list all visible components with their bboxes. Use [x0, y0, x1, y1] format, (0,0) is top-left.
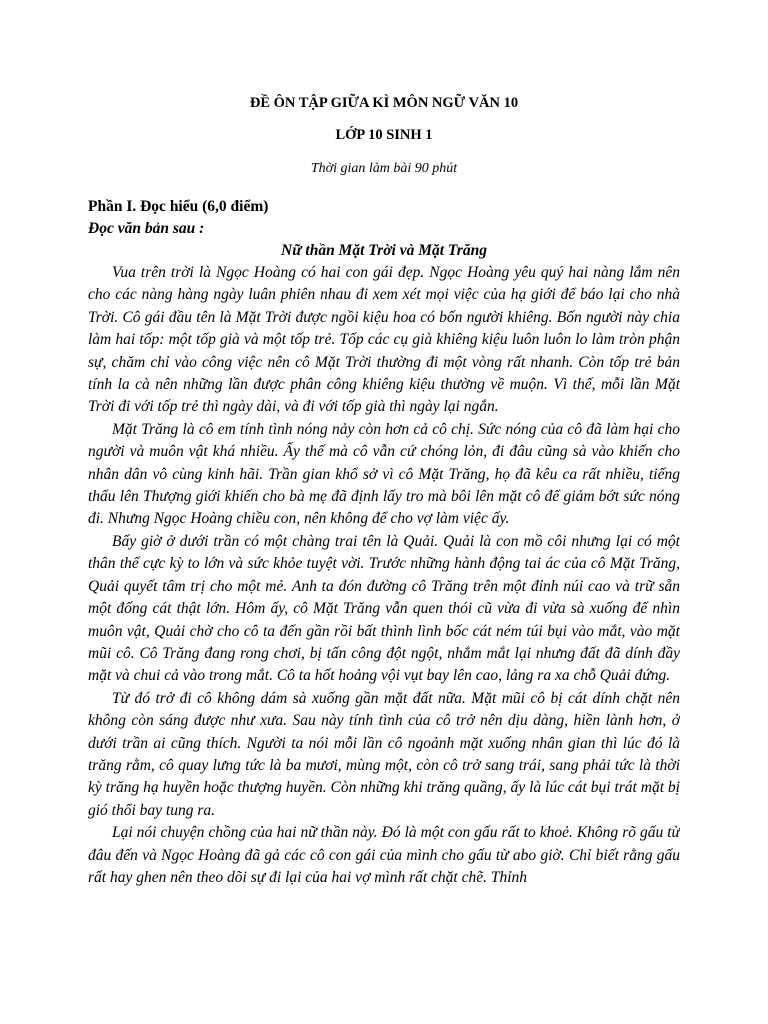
class-name: LỚP 10 SINH 1 [335, 127, 433, 143]
section-heading: Phần I. Đọc hiểu (6,0 điểm) [88, 198, 269, 215]
story-paragraph-3: Bấy giờ ở dưới trần có một chàng trai tên là Quải. Quải là con mồ côi nhưng lại có một thân thể cực kỳ to lớn và sức khỏe tuyệt vời. Trước những hành động tai ác của cô Mặt Trăng, Quải quyết tâm trị cho một mẻ. Anh ta đón đường cô Trăng trên một đỉnh núi cao và trữ sẵn một đống cát thật lớn. Hôm ấy, cô Mặt Trăng vẫn quen thói cũ vừa đi vừa sà xuống để nhìn muôn vật, Quải chờ cho cô ta đến gần rồi bất thình lình bốc cát ném túi bụi vào mắt, vào mặt mũi cô. Cô Trăng đang rong chơi, bị tấn công đột ngột, nhắm mắt lại nhưng đất đã dính đầy mặt và chui cả vào trong mắt. Cô ta hốt hoảng vội vụt bay lên cao, lảng ra xa chỗ Quải đứng. [88, 532, 680, 685]
story-paragraph-1: Vua trên trời là Ngọc Hoàng có hai con gái đẹp. Ngọc Hoàng yêu quý hai nàng lắm nên cho các nàng hàng ngày luân phiên nhau đi xem xét mọi việc của hạ giới để báo lại cho nhà Trời. Cô gái đầu tên là Mặt Trời được ngồi kiệu hoa có bốn người khiêng. Bốn người này chia làm hai tốp: một tốp già và một tốp trẻ. Tốp các cụ già khiêng kiệu luôn luôn lo làm tròn phận sự, chăm chỉ vào công việc nên cô Mặt Trời thường đi một vòng rất nhanh. Còn tốp trẻ bản tính la cà nên những lần được phân công khiêng kiệu thường về muộn. Vì thế, mỗi lần Mặt Trời đi với tốp trẻ thì ngày dài, và đi với tốp già thì ngày lại ngắn. [88, 264, 680, 416]
story-paragraph-4: Từ đó trở đi cô không dám sà xuống gần mặt đất nữa. Mặt mũi cô bị cát dính chặt nên không còn sáng được như xưa. Sau này tính tình của cô trở nên dịu dàng, hiền lành hơn, ở dưới trần ai cũng thích. Người ta nói mỗi lần cô ngoảnh mặt xuống nhân gian thì lúc đó là trăng rằm, cô quay lưng tức là ba mươi, mùng một, còn cô trở sang trái, sang phải tức là thời kỳ trăng hạ huyền hoặc thượng huyền. Còn những khi trăng quầng, ấy là lúc cát bụi trát mặt bị gió thổi bay tung ra. [88, 689, 680, 819]
time-note: Thời gian làm bài 90 phút [310, 161, 458, 176]
story-title: Nữ thần Mặt Trời và Mặt Trăng [281, 242, 487, 259]
document-page [88, 92, 680, 1024]
read-instruction: Đọc văn bản sau : [88, 220, 205, 237]
story-paragraph-2: Mặt Trăng là cô em tính tình nóng nảy còn hơn cả cô chị. Sức nóng của cô đã làm hại cho người và muôn vật khá nhiều. Ấy thế mà cô vẫn cứ chóng lỏn, đi đâu cũng sà vào khiến cho nhân dân vô cùng kinh hãi. Trần gian khổ sở vì cô Mặt Trăng, họ đã kêu ca rất nhiều, tiếng thấu lên Thượng giới khiến cho bà mẹ đã định lấy tro mà bôi lên mặt cô để giảm bớt sức nóng đi. Nhưng Ngọc Hoàng chiều con, nên không để cho vợ làm việc ấy. [88, 420, 680, 528]
story-paragraph-5: Lại nói chuyện chồng của hai nữ thần này. Đó là một con gấu rất to khoẻ. Không rõ gấu từ đâu đến và Ngọc Hoàng đã gả các cô con gái của mình cho gấu từ abo giờ. Chỉ biết rằng gấu rất hay ghen nên theo dõi sự đi lại của hai vợ mình rất chặt chẽ. Thỉnh [88, 824, 680, 886]
exam-title: ĐỀ ÔN TẬP GIỮA KÌ MÔN NGỮ VĂN 10 [249, 95, 519, 111]
